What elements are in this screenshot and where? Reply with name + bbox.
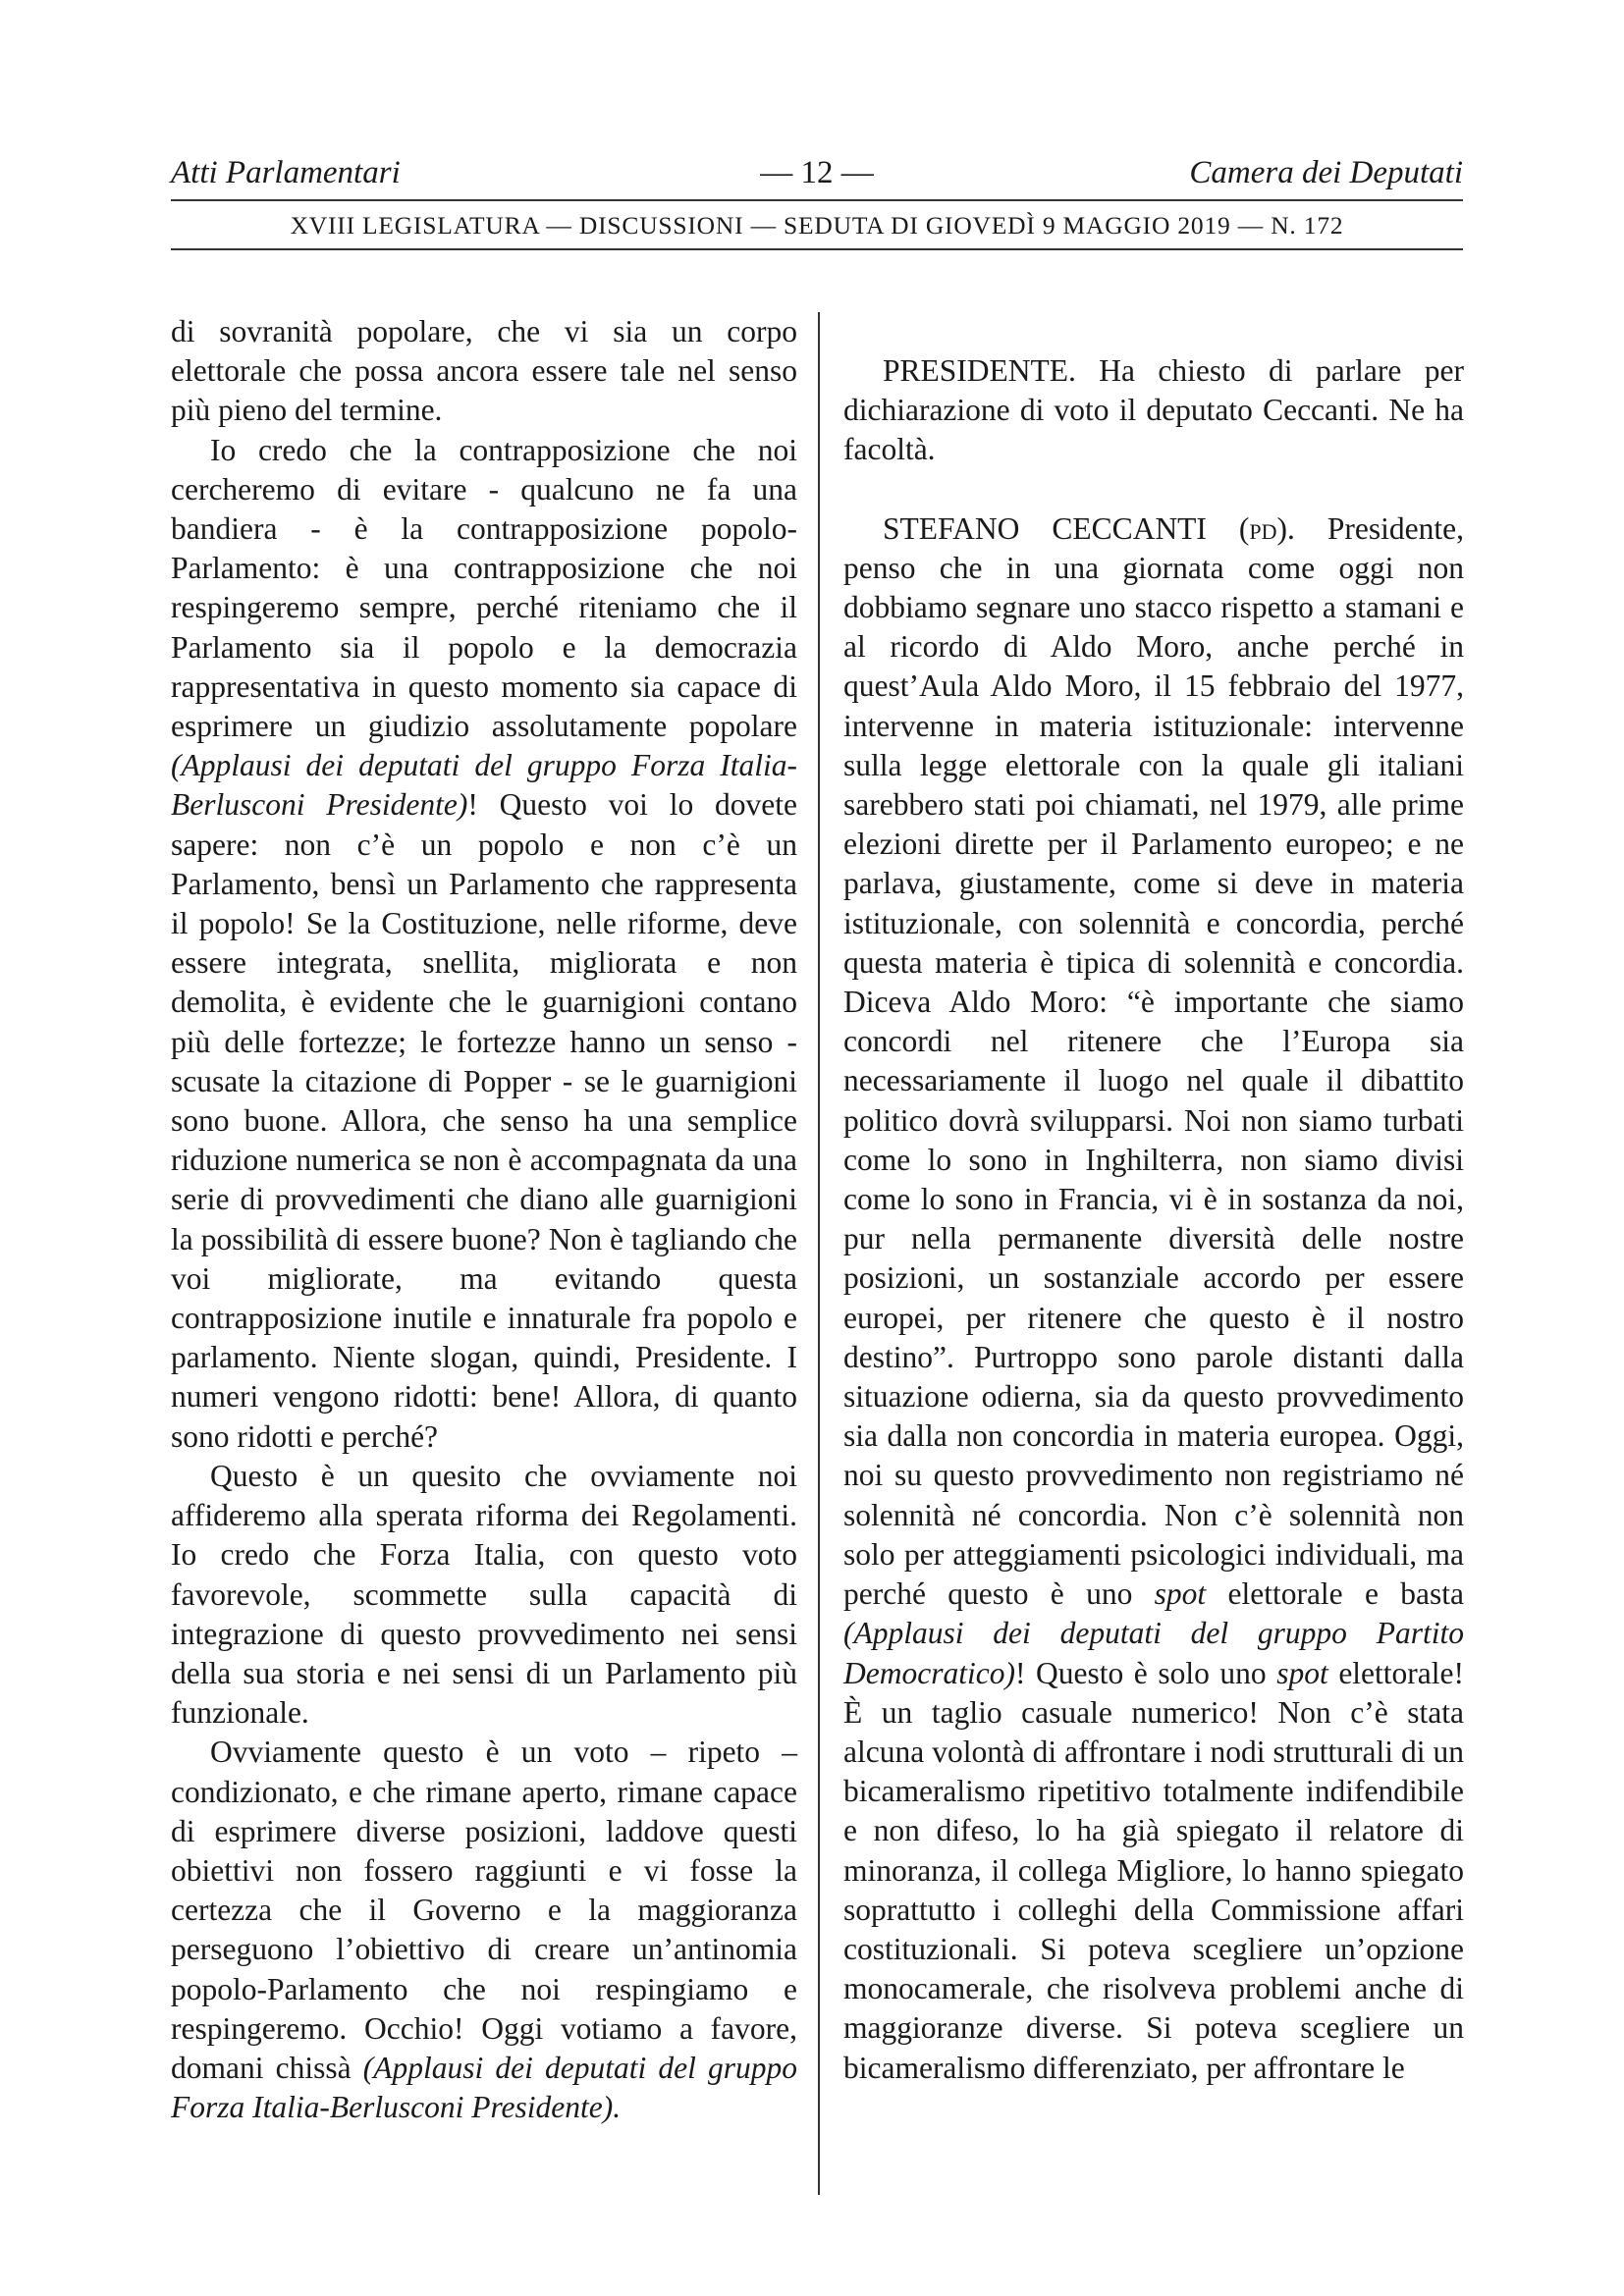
header-session-info: XVIII LEGISLATURA — DISCUSSIONI — SEDUTA DI GIOVEDÌ 9 MAGGIO 2019 — N. 172 — [290, 211, 1344, 240]
applause-note: (Applausi dei deputati del gruppo Forza Italia-Berlusconi Presidente) — [171, 748, 797, 823]
speaker-party: pd — [1249, 510, 1277, 546]
header-rule-top — [171, 199, 1463, 201]
paragraph: di sovranità popolare, che vi sia un corpo elettorale che possa ancora essere tale nel senso più pieno del termine. — [171, 314, 797, 428]
page-number: — 12 — — [760, 155, 874, 190]
paragraph: Ovviamente questo è un voto – ripeto – condizionato, e che rimane aperto, rimane capace di esprimere diverse posizioni, laddove questi obiettivi non fossero raggiunti e vi fosse la certezza che il Governo e la maggioranza perseguono l’obiettivo di creare un’antinomia popolo-Parlamento che noi respingiamo e respingeremo. Occhio! Oggi votiamo a favore, domani chissà (Applausi dei deputati del gruppo Forza Italia-Berlusconi Presidente). — [171, 1735, 797, 2125]
applause-note: (Applausi dei deputati del gruppo Partito Democratico) — [843, 1616, 1464, 1690]
column-divider — [818, 312, 820, 2195]
spacer — [843, 470, 1464, 509]
paragraph: Questo è un quesito che ovviamente noi affideremo alla sperata riforma dei Regolamenti. Io credo che Forza Italia, con questo voto favorevole, scommette sulla capacità di integrazione di questo provvedimento nei sensi della sua storia e nei sensi di un Parlamento più funzionale. — [171, 1458, 797, 1731]
right-column — [843, 312, 1464, 2088]
header-rule-bottom — [171, 248, 1463, 250]
applause-note: (Applausi dei deputati del gruppo Forza Italia-Berlusconi Presidente). — [171, 2050, 797, 2125]
paragraph: Io credo che la contrapposizione che noi cercheremo di evitare - qualcuno ne fa una bandiera - è la contrapposizione popolo-Parlamento: è una contrapposizione che noi respingeremo sempre, perché riteniamo che il Parlamento sia il popolo e la democrazia rappresentativa in questo momento sia capace di esprimere un giudizio assolutamente popolare (Applausi dei deputati del gruppo Forza Italia-Berlusconi Presidente)! Questo voi lo dovete sapere: non c’è un popolo e non c’è un Parlamento, bensì un Parlamento che rappresenta il popolo! Se la Costituzione, nelle riforme, deve essere integrata, snellita, migliorata e non demolita, è evidente che le guarnigioni contano più delle fortezze; le fortezze hanno un senso - scusate la citazione di Popper - se le guarnigioni sono buone. Allora, che senso ha una semplice riduzione numerica se non è accompagnata da una serie di provvedimenti che diano alle guarnigioni la possibilità di essere buone? Non è tagliando che voi migliorate, ma evitando questa contrapposizione inutile e innaturale fra popolo e parlamento. Niente slogan, quindi, Presidente. I numeri vengono ridotti: bene! Allora, di quanto sono ridotti e perché? — [171, 432, 797, 1454]
running-header — [171, 151, 1463, 194]
paragraph: PRESIDENTE. Ha chiesto di parlare per dichiarazione di voto il deputato Ceccanti. Ne ha facoltà. — [843, 353, 1464, 467]
left-column — [171, 312, 797, 2127]
speaker-name: STEFANO CECCANTI — [883, 510, 1207, 546]
header-chamber: Camera dei Deputati — [1189, 155, 1463, 190]
speech-paragraph: STEFANO CECCANTI (pd). Presidente, penso che in una giornata come oggi non dobbiamo segnare uno stacco rispetto a stamani e al ricordo di Aldo Moro, anche perché in quest’Aula Aldo Moro, il 15 febbraio del 1977, intervenne in materia istituzionale: intervenne sulla legge elettorale con la quale gli italiani sarebbero stati poi chiamati, nel 1979, alle prime elezioni dirette per il Parlamento europeo; e ne parlava, giustamente, come si deve in materia istituzionale, con solennità e concordia, perché questa materia è tipica di solennità e concordia. Diceva Aldo Moro: “è importante che siamo concordi nel ritenere che l’Europa sia necessariamente il luogo nel quale il dibattito politico dovrà svilupparsi. Noi non siamo turbati come lo sono in Inghilterra, non siamo divisi come lo sono in Francia, vi è in sostanza da noi, pur nella permanente diversità delle nostre posizioni, un sostanziale accordo per essere europei, per ritenere che questo è il nostro destino”. Purtroppo sono parole distanti dalla situazione odierna, sia da questo provvedimento sia dalla non concordia in materia europea. Oggi, noi su questo provvedimento non registriamo né solennità né concordia. Non c’è solennità non solo per atteggiamenti psicologici individuali, ma perché questo è uno spot elettorale e basta (Applausi dei deputati del gruppo Partito Democratico)! Questo è solo uno spot elettorale! È un taglio casuale numerico! Non c’è stata alcuna volontà di affrontare i nodi strutturali di un bicameralismo ripetitivo totalmente indifendibile e non difeso, lo ha già spiegato il relatore di minoranza, il collega Migliore, lo hanno spiegato soprattutto i colleghi della Commissione affari costituzionali. Si poteva scegliere un’opzione monocamerale, che risolveva problemi anche di maggioranze diverse. Si poteva scegliere un bicameralismo differenziato, per affrontare le — [843, 510, 1464, 2085]
header-publication: Atti Parlamentari — [171, 155, 401, 190]
spacer — [843, 312, 1464, 351]
